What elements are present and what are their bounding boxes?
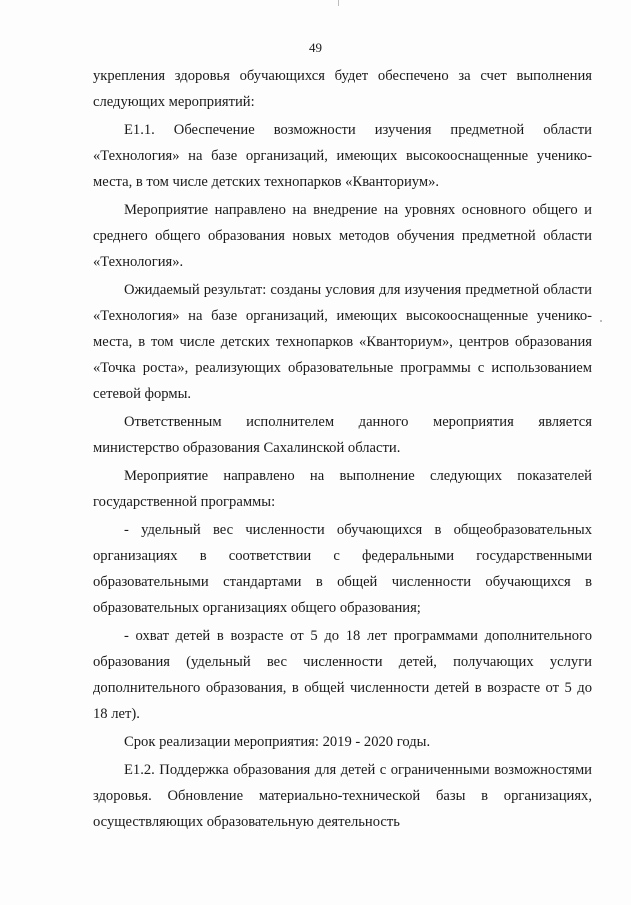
paragraph-indicators-intro: Мероприятие направлено на выполнение следующих показателей государственной программы:: [93, 468, 592, 510]
paragraph-indicator-2: - охват детей в возрасте от 5 до 18 лет программами дополнительного образования (удельный вес численности детей, получающих услуги дополнительного образования, в общей численности детей в возрасте от 5 до 18 лет).: [93, 628, 592, 722]
paragraph-activity-goal: Мероприятие направлено на внедрение на уровнях основного общего и среднего общего образования новых методов обучения предметной области «Технология».: [93, 202, 592, 270]
page-number: 49: [309, 40, 322, 55]
scan-mark-top: [338, 0, 339, 6]
paragraph-e1-1: Е1.1. Обеспечение возможности изучения предметной области «Технология» на базе организаций, имеющих высокооснащенные ученико-места, в том числе детских технопарков «Кванториум».: [93, 122, 592, 190]
scan-mark-right: [600, 320, 602, 322]
paragraph-indicator-1: - удельный вес численности обучающихся в общеобразовательных организациях в соответствии с федеральными государственными образовательными стандартами в общей численности обучающихся в образовательных организациях общего образования;: [93, 522, 592, 616]
paragraph-timeline: Срок реализации мероприятия: 2019 - 2020 годы.: [124, 734, 431, 750]
paragraph-e1-2: Е1.2. Поддержка образования для детей с ограниченными возможностями здоровья. Обновление материально-технической базы в организациях, осуществляющих образовательную деятельность: [93, 762, 592, 830]
paragraph-expected-result: Ожидаемый результат: созданы условия для изучения предметной области «Технология» на базе организаций, имеющих высокооснащенные ученико-места, в том числе детских технопарков «Кванториум», центров образования «Точка роста», реализующих образовательные программы с использованием сетевой формы.: [93, 282, 592, 402]
paragraph-continuation: укрепления здоровья обучающихся будет обеспечено за счет выполнения следующих мероприятий:: [93, 68, 592, 110]
body-text: [93, 63, 592, 835]
paragraph-responsible: Ответственным исполнителем данного мероприятия является министерство образования Сахалинской области.: [93, 414, 592, 456]
